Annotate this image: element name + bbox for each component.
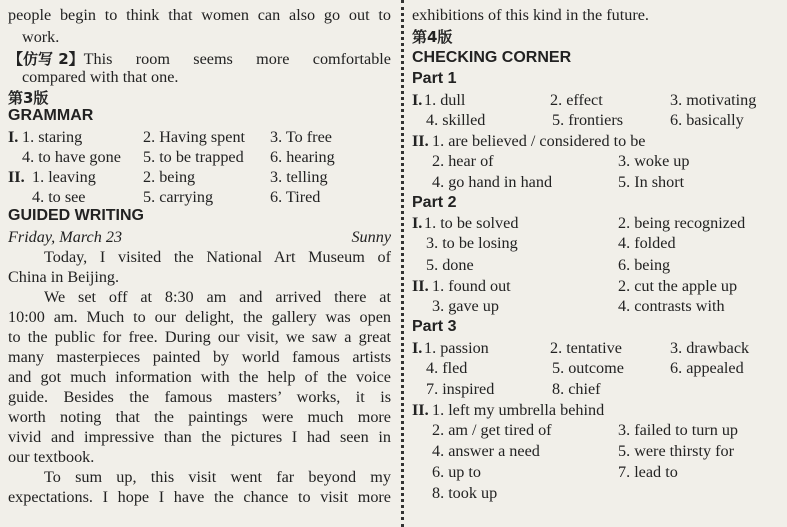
essay-line: guide. Besides the famous masters’ works, it is: [8, 388, 391, 406]
essay-line: Today, I visited the National Art Museum of: [44, 248, 391, 266]
essay-line: vivid and impressive than the pictures I had seen in: [8, 428, 391, 446]
answer-item: 4. fled: [426, 359, 468, 377]
grammar-answer: 3. To free: [270, 128, 332, 146]
essay-line: and got much information with the help of the voice: [8, 368, 391, 386]
imitate-sentence: [8, 49, 391, 69]
answer-item: 6. being: [618, 256, 671, 274]
answer-item: 2. am / get tired of: [432, 421, 552, 439]
answer-item: 7. lead to: [618, 463, 678, 481]
grammar-answer: 5. carrying: [143, 188, 214, 206]
answer-item: 1. passion: [424, 339, 489, 357]
grammar-answer: 3. telling: [270, 168, 328, 186]
answer-item: 6. basically: [670, 111, 744, 129]
part2-i-label: I.: [412, 214, 423, 232]
grammar-answer: 6. Tired: [270, 188, 321, 206]
grammar-answer: 4. to have gone: [22, 148, 121, 166]
essay-line: to the public for free. During our visit, we saw a great: [8, 328, 391, 346]
diary-weather: Sunny: [351, 228, 391, 246]
part1-heading: Part 1: [412, 70, 457, 87]
answer-item: 2. being recognized: [618, 214, 746, 232]
answer-item: 4. folded: [618, 234, 676, 252]
answer-item: 6. appealed: [670, 359, 744, 377]
guided-writing-heading: GUIDED WRITING: [8, 207, 144, 224]
edition-3-label: 第3版: [8, 89, 49, 107]
intro-line: people begin to think that women can also go out to: [8, 6, 391, 24]
answer-item: 4. contrasts with: [618, 297, 725, 315]
imitate-text-cont: compared with that one.: [22, 68, 179, 86]
grammar-part2-label: II.: [8, 168, 25, 186]
answer-item: 2. cut the apple up: [618, 277, 738, 295]
answer-item: 2. hear of: [432, 152, 494, 170]
intro-line: work.: [22, 28, 60, 46]
answer-item: 4. skilled: [426, 111, 486, 129]
checking-corner-heading: CHECKING CORNER: [412, 49, 572, 66]
edition-4-label: 第4版: [412, 28, 453, 46]
part2-heading: Part 2: [412, 194, 457, 211]
answer-item: 3. motivating: [670, 91, 757, 109]
essay-line: many masterpieces painted by world famous artists: [8, 348, 391, 366]
answer-item: 4. answer a need: [432, 442, 540, 460]
imitate-tag: 【仿写 2】: [8, 50, 84, 68]
part3-i-label: I.: [412, 339, 423, 357]
diary-date: Friday, March 23: [8, 228, 123, 246]
answer-item: 4. go hand in hand: [432, 173, 553, 191]
answer-item: 3. failed to turn up: [618, 421, 739, 439]
answer-item: 8. took up: [432, 484, 498, 502]
grammar-answer: 2. being: [143, 168, 196, 186]
grammar-answer: 1. leaving: [32, 168, 96, 186]
essay-line: China in Beijing.: [8, 268, 120, 286]
answer-item: 1. found out: [432, 277, 511, 295]
essay-line: our textbook.: [8, 448, 95, 466]
answer-item: 1. to be solved: [424, 214, 519, 232]
answer-item: 2. effect: [550, 91, 603, 109]
part2-ii-label: II.: [412, 277, 429, 295]
imitate-text: This room seems more comfortable: [83, 50, 391, 68]
essay-continuation: exhibitions of this kind in the future.: [412, 6, 649, 24]
grammar-answer: 6. hearing: [270, 148, 335, 166]
answer-item: 3. to be losing: [426, 234, 518, 252]
part1-i-label: I.: [412, 91, 423, 109]
answer-item: 5. In short: [618, 173, 685, 191]
answer-item: 6. up to: [432, 463, 482, 481]
answer-item: 5. were thirsty for: [618, 442, 734, 460]
grammar-answer: 5. to be trapped: [143, 148, 244, 166]
answer-item: 5. done: [426, 256, 474, 274]
answer-item: 1. dull: [424, 91, 466, 109]
essay-line: 10:00 am. Much to our delight, the gallery was open: [8, 308, 391, 326]
answer-item: 1. are believed / considered to be: [432, 132, 646, 150]
column-divider: [401, 0, 404, 527]
answer-item: 2. tentative: [550, 339, 622, 357]
grammar-answer: 2. Having spent: [143, 128, 246, 146]
grammar-answer: 1. staring: [22, 128, 83, 146]
part3-heading: Part 3: [412, 318, 457, 335]
essay-line: We set off at 8:30 am and arrived there at: [44, 288, 391, 306]
answer-item: 5. frontiers: [552, 111, 624, 129]
answer-item: 3. gave up: [432, 297, 499, 315]
essay-line: To sum up, this visit went far beyond my: [44, 468, 391, 486]
answer-item: 3. woke up: [618, 152, 690, 170]
grammar-part1-label: I.: [8, 128, 19, 146]
answer-item: 5. outcome: [552, 359, 624, 377]
essay-line: worth noting that the paintings were much more: [8, 408, 391, 426]
part3-ii-label: II.: [412, 401, 429, 419]
grammar-heading: GRAMMAR: [8, 107, 94, 124]
answer-item: 1. left my umbrella behind: [432, 401, 605, 419]
part1-ii-label: II.: [412, 132, 429, 150]
essay-line: expectations. I hope I have the chance to visit more: [8, 488, 391, 506]
answer-item: 7. inspired: [426, 380, 495, 398]
answer-item: 8. chief: [552, 380, 601, 398]
answer-item: 3. drawback: [670, 339, 750, 357]
grammar-answer: 4. to see: [32, 188, 86, 206]
